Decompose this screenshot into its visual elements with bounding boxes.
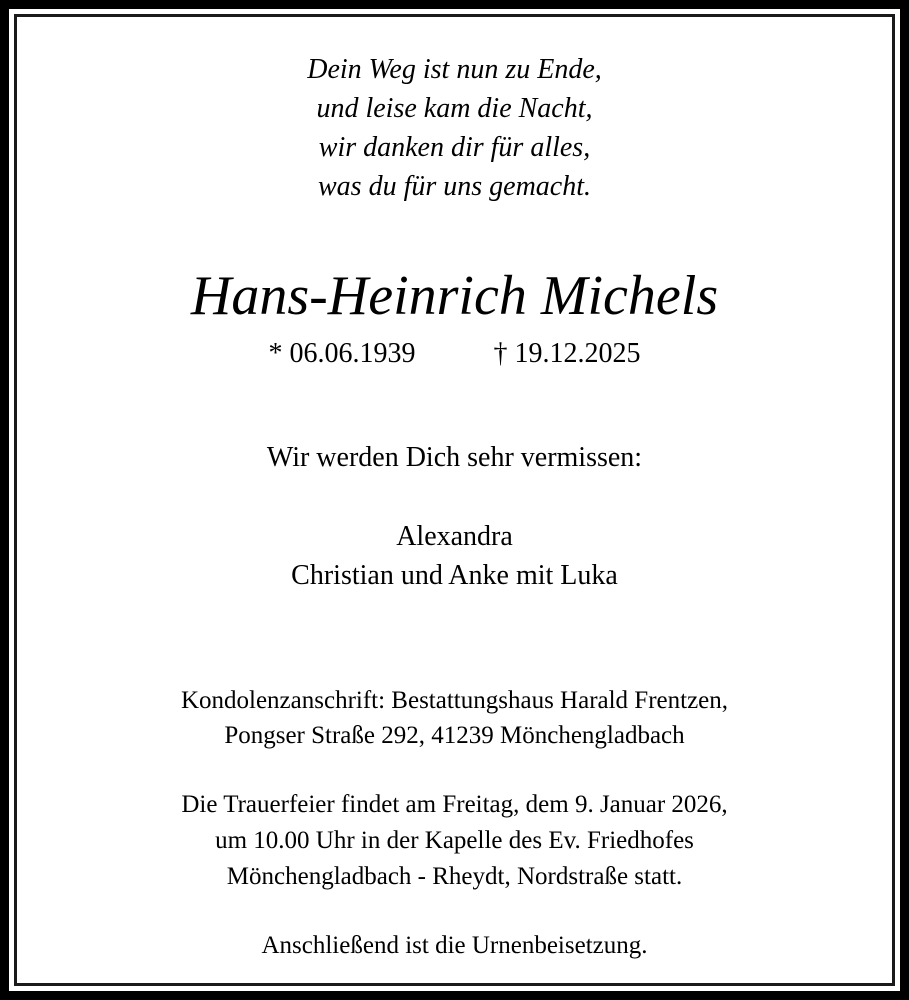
deceased-name: Hans-Heinrich Michels — [190, 265, 719, 327]
family-signatures — [17, 517, 892, 595]
memorial-poem — [17, 50, 892, 206]
inner-border-frame — [14, 14, 895, 986]
condolence-line: Kondolenzanschrift: Bestattungshaus Harald Frentzen, — [180, 687, 729, 714]
funeral-service-info — [17, 787, 892, 895]
mourning-statement: Wir werden Dich sehr vermissen: — [266, 442, 643, 473]
poem-line: was du für uns gemacht. — [318, 171, 591, 202]
family-member: Alexandra — [396, 521, 513, 552]
family-member: Christian und Anke mit Luka — [291, 560, 618, 591]
poem-line: wir danken dir für alles, — [318, 132, 591, 163]
condolence-address — [17, 683, 892, 753]
urn-burial-note: Anschließend ist die Urnenbeisetzung. — [261, 932, 648, 959]
ceremony-line: Die Trauerfeier findet am Freitag, dem 9. Januar 2026, — [181, 791, 728, 818]
ceremony-line: Mönchengladbach - Rheydt, Nordstraße statt. — [226, 863, 683, 890]
life-dates — [17, 336, 892, 372]
ceremony-line: um 10.00 Uhr in der Kapelle des Ev. Friedhofes — [215, 827, 694, 854]
poem-line: Dein Weg ist nun zu Ende, — [307, 54, 602, 85]
outer-border-frame — [9, 9, 900, 991]
death-date: † 19.12.2025 — [493, 338, 641, 369]
birth-date: * 06.06.1939 — [268, 338, 416, 369]
obituary-content — [17, 17, 892, 983]
condolence-line: Pongser Straße 292, 41239 Mönchengladbach — [224, 722, 685, 749]
poem-line: und leise kam die Nacht, — [316, 93, 593, 124]
